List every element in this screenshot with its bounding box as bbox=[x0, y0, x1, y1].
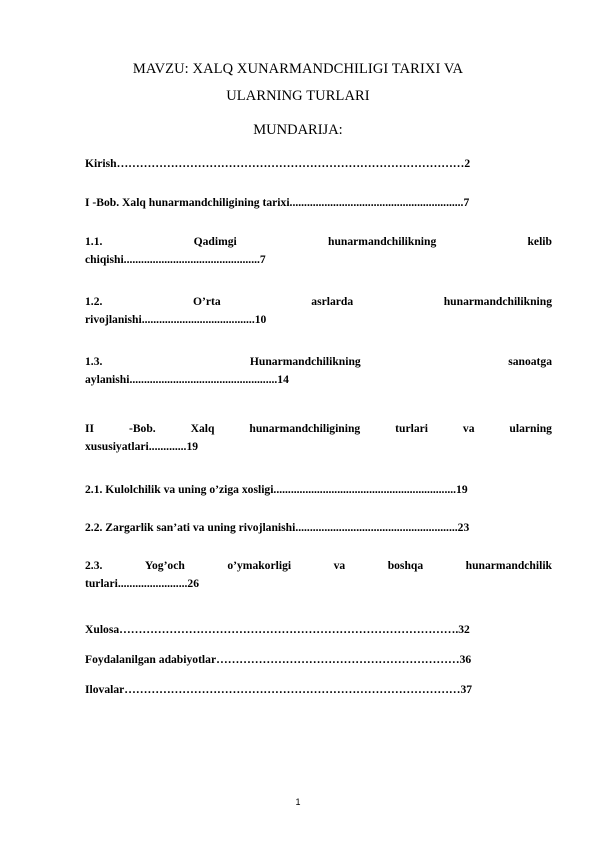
toc-entry-line-1 bbox=[85, 233, 552, 251]
toc-entry-line-2: turlari........................26 bbox=[85, 577, 199, 590]
toc-word: boshqa bbox=[387, 559, 424, 572]
toc-word: 2.3. bbox=[85, 559, 103, 572]
toc-entry-1-1[interactable] bbox=[85, 233, 552, 269]
toc-entry-line-1 bbox=[85, 557, 552, 575]
toc-entry-2-1[interactable] bbox=[85, 481, 552, 499]
toc-entry-text: Foydalanilgan adabiyotlar………………………………………………………36 bbox=[85, 653, 472, 666]
page-number: 1 bbox=[295, 797, 301, 807]
toc-entry-text: 2.2. Zargarlik san’ati va uning rivojlanishi........................................................23 bbox=[85, 521, 470, 534]
toc-entry-chapter-2[interactable] bbox=[85, 420, 552, 456]
toc-word: Qadimgi bbox=[193, 235, 237, 248]
toc-entry-2-2[interactable] bbox=[85, 519, 552, 537]
document-title-line-2: ULARNING TURLARI bbox=[226, 88, 370, 104]
toc-word: 1.1. bbox=[85, 235, 103, 248]
toc-word: O’rta bbox=[192, 295, 221, 308]
toc-entry-references[interactable] bbox=[85, 651, 552, 669]
document-title-line-1: MAVZU: XALQ XUNARMANDCHILIGI TARIXI VA bbox=[132, 61, 464, 77]
toc-entry-line-1 bbox=[85, 420, 552, 438]
toc-word: hunarmandchilikning bbox=[443, 295, 552, 308]
toc-entry-line-1 bbox=[85, 293, 552, 311]
toc-entry-text: I -Bob. Xalq hunarmandchiligining tarixi............................................................7 bbox=[85, 196, 470, 209]
toc-word: 1.2. bbox=[85, 295, 103, 308]
toc-entry-line-2: chiqishi...............................................7 bbox=[85, 253, 266, 266]
toc-word: kelib bbox=[527, 235, 552, 248]
toc-entry-introduction[interactable] bbox=[85, 155, 552, 173]
toc-entry-chapter-1[interactable] bbox=[85, 194, 552, 212]
toc-word: turlari bbox=[395, 422, 428, 435]
toc-word: va bbox=[462, 422, 475, 435]
toc-entry-line-1 bbox=[85, 353, 552, 371]
toc-entry-text: 2.1. Kulolchilik va uning o’ziga xosligi...............................................................19 bbox=[85, 483, 468, 496]
toc-entry-line-2: rivojlanishi.......................................10 bbox=[85, 313, 267, 326]
toc-word: Yog’och bbox=[144, 559, 185, 572]
toc-entry-appendices[interactable] bbox=[85, 681, 552, 699]
toc-entry-2-3[interactable] bbox=[85, 557, 552, 593]
toc-word: sanoatga bbox=[508, 355, 552, 368]
toc-word: ularning bbox=[509, 422, 552, 435]
toc-word: 1.3. bbox=[85, 355, 103, 368]
toc-word: hunarmandchilik bbox=[465, 559, 552, 572]
toc-word: II bbox=[85, 422, 95, 435]
toc-entry-text: Ilovalar……………………………………………………………………………37 bbox=[85, 683, 473, 696]
toc-word: va bbox=[333, 559, 346, 572]
toc-entry-line-2: aylanishi...................................................14 bbox=[85, 373, 289, 386]
toc-word: Xalq bbox=[190, 422, 215, 435]
toc-word: o’ymakorligi bbox=[227, 559, 292, 572]
toc-word: -Bob. bbox=[128, 422, 156, 435]
toc-word: asrlarda bbox=[311, 295, 354, 308]
toc-entry-conclusion[interactable] bbox=[85, 621, 552, 639]
toc-entry-line-2: xususiyatlari.............19 bbox=[85, 440, 199, 453]
toc-word: hunarmandchiligining bbox=[249, 422, 361, 435]
toc-entry-text: Kirish………………………………………………………………………………2 bbox=[85, 157, 471, 170]
contents-heading: MUNDARIJA: bbox=[253, 122, 343, 138]
toc-entry-1-2[interactable] bbox=[85, 293, 552, 329]
toc-word: Hunarmandchilikning bbox=[249, 355, 361, 368]
toc-entry-1-3[interactable] bbox=[85, 353, 552, 389]
toc-entry-text: Xulosa…………………………………………………………………………….32 bbox=[85, 623, 470, 636]
toc-word: hunarmandchilikning bbox=[328, 235, 437, 248]
